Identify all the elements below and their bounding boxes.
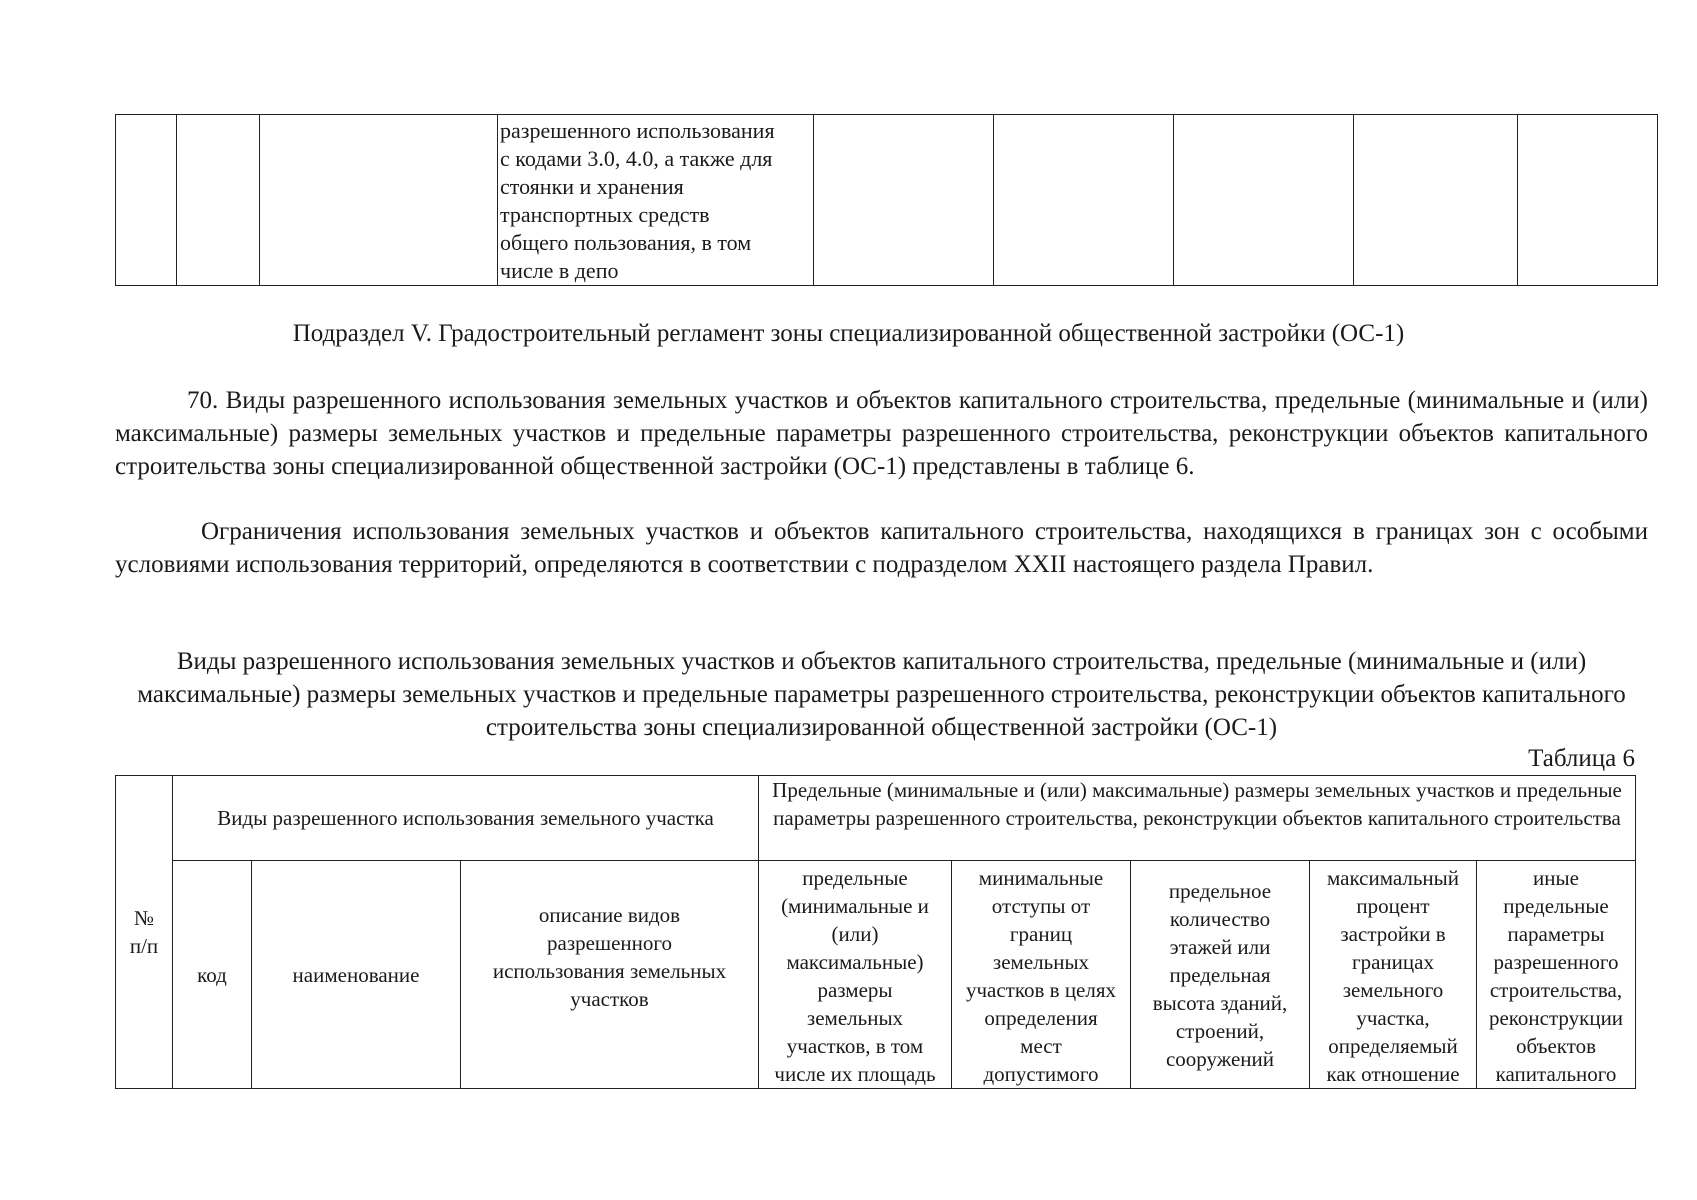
table-cell — [994, 115, 1174, 286]
header-number: № п/п — [116, 776, 173, 1089]
use-description-cell: разрешенного использования с кодами 3.0, 4.0, а также для стоянки и хранения транспортных средств общего пользования, в том числе в депо — [498, 115, 814, 286]
header-name: наименование — [252, 861, 461, 1089]
continuation-table — [115, 114, 1658, 286]
header-floors: предельное количество этажей или предельная высота зданий, строений, сооружений — [1131, 861, 1310, 1089]
table-title: Виды разрешенного использования земельных участков и объектов капитального строительства, предельные (минимальные и (или) максимальные) размеры земельных участков и предельные параметры разрешенного строительства, реконструкции объектов капитального строительства зоны специализированной общественной застройки (ОС-1) — [137, 648, 1626, 741]
table-number: Таблица 6 — [1528, 745, 1635, 772]
table-cell — [814, 115, 994, 286]
table-cell — [1354, 115, 1518, 286]
table-row — [116, 115, 1658, 286]
header-setbacks: минимальные отступы от границ земельных участков в целях определения мест допустимого — [952, 861, 1131, 1089]
header-permitted-uses: Виды разрешенного использования земельного участка — [173, 776, 759, 861]
paragraph-70-text: 70. Виды разрешенного использования земельных участков и объектов капитального строительства, предельные (минимальные и (или) максимальные) размеры земельных участков и предельные параметры разрешенного строительства, реконструкции объектов капитального строительства зоны специализированной общественной застройки (ОС-1) представлены в таблице 6. — [115, 387, 1648, 480]
table-cell — [177, 115, 260, 286]
table-header-row — [116, 861, 1636, 1089]
header-coverage: максимальный процент застройки в границах земельного участка, определяемый как отношение — [1310, 861, 1477, 1089]
table-cell — [116, 115, 177, 286]
table-cell — [1174, 115, 1354, 286]
header-other-params: иные предельные параметры разрешенного строительства, реконструкции объектов капитального — [1477, 861, 1636, 1089]
table-cell — [260, 115, 498, 286]
subsection-heading: Подраздел V. Градостроительный регламент зоны специализированной общественной застройки (ОС-1) — [292, 320, 1405, 347]
header-code: код — [173, 861, 252, 1089]
permitted-uses-table — [115, 775, 1636, 1089]
paragraph-restrictions-text: Ограничения использования земельных участков и объектов капитального строительства, находящихся в границах зон с особыми условиями использования территорий, определяются в соответствии с подразделом XXII настоящего раздела Правил. — [115, 518, 1648, 578]
table-cell — [1518, 115, 1658, 286]
header-limit-parameters: Предельные (минимальные и (или) максимальные) размеры земельных участков и предельные параметры разрешенного строительства, реконструкции объектов капитального строительства — [759, 776, 1636, 861]
header-description: описание видов разрешенного использования земельных участков — [461, 861, 759, 1089]
table-header-row — [116, 776, 1636, 861]
header-plot-size: предельные (минимальные и (или) максимальные) размеры земельных участков, в том числе их площадь — [759, 861, 952, 1089]
paragraph-restrictions — [115, 515, 1648, 581]
paragraph-70 — [115, 384, 1648, 483]
